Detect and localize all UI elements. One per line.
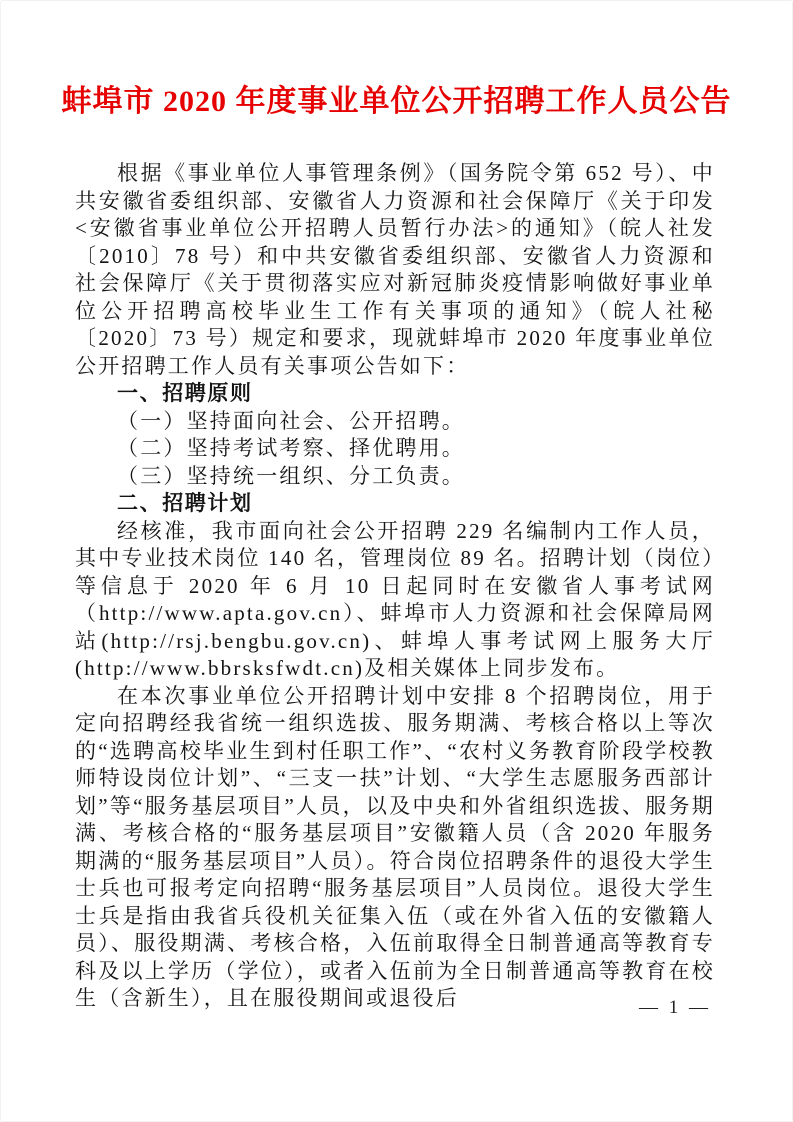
paragraph: 根据《事业单位人事管理条例》（国务院令第 652 号）、中共安徽省委组织部、安徽省人力资源和社会保障厅《关于印发<安徽省事业单位公开招聘人员暂行办法>的通知》（皖人社发〔2010〕78 号）和中共安徽省委组织部、安徽省人力资源和社会保障厅《关于贯彻落实应对新冠肺炎疫情影响做好事业单位公开招聘高校毕业生工作有关事项的通知》（皖人社秘〔2020〕73 号）规定和要求，现就蚌埠市 2020 年度事业单位公开招聘工作人员有关事项公告如下： xyxy=(75,161,715,378)
paragraph: 在本次事业单位公开招聘计划中安排 8 个招聘岗位，用于定向招聘经我省统一组织选拔、服务期满、考核合格以上等次的“选聘高校毕业生到村任职工作”、“农村义务教育阶段学校教师特设岗位计划”、“三支一扶”计划、“大学生志愿服务西部计划”等“服务基层项目”人员，以及中央和外省组织选拔、服务期满、考核合格的“服务基层项目”安徽籍人员（含 2020 年服务期满的“服务基层项目”人员）。符合岗位招聘条件的退役大学生士兵也可报考定向招聘“服务基层项目”人员岗位。退役大学生士兵是指由我省兵役机关征集入伍（或在外省入伍的安徽籍人员）、服役期满、考核合格，入伍前取得全日制普通高等教育专科及以上学历（学位），或者入伍前为全日制普通高等教育在校生（含新生），且在服役期间或退役后 xyxy=(75,683,715,1010)
list-item: （二）坚持考试考察、择优聘用。 xyxy=(117,436,465,460)
document-body xyxy=(75,160,715,1012)
section-heading: 二、招聘计划 xyxy=(117,491,253,515)
list-item: （三）坚持统一组织、分工负责。 xyxy=(117,463,465,488)
list-item: （一）坚持面向社会、公开招聘。 xyxy=(117,408,465,433)
document-title: 蚌埠市 2020 年度事业单位公开招聘工作人员公告 xyxy=(61,85,732,118)
page-number: — 1 — xyxy=(639,997,711,1018)
paragraph: 经核准，我市面向社会公开招聘 229 名编制内工作人员，其中专业技术岗位 140 名，管理岗位 89 名。招聘计划（岗位）等信息于 2020 年 6 月 10 日起同时在安徽省人事考试网（http://www.apta.gov.cn）、蚌埠市人力资源和社会保障局网站(http://rsj.bengbu.gov.cn)、蚌埠人事考试网上服务大厅(http://www.bbrsksfwdt.cn)及相关媒体上同步发布。 xyxy=(75,518,715,680)
section-heading: 一、招聘原则 xyxy=(117,381,253,405)
